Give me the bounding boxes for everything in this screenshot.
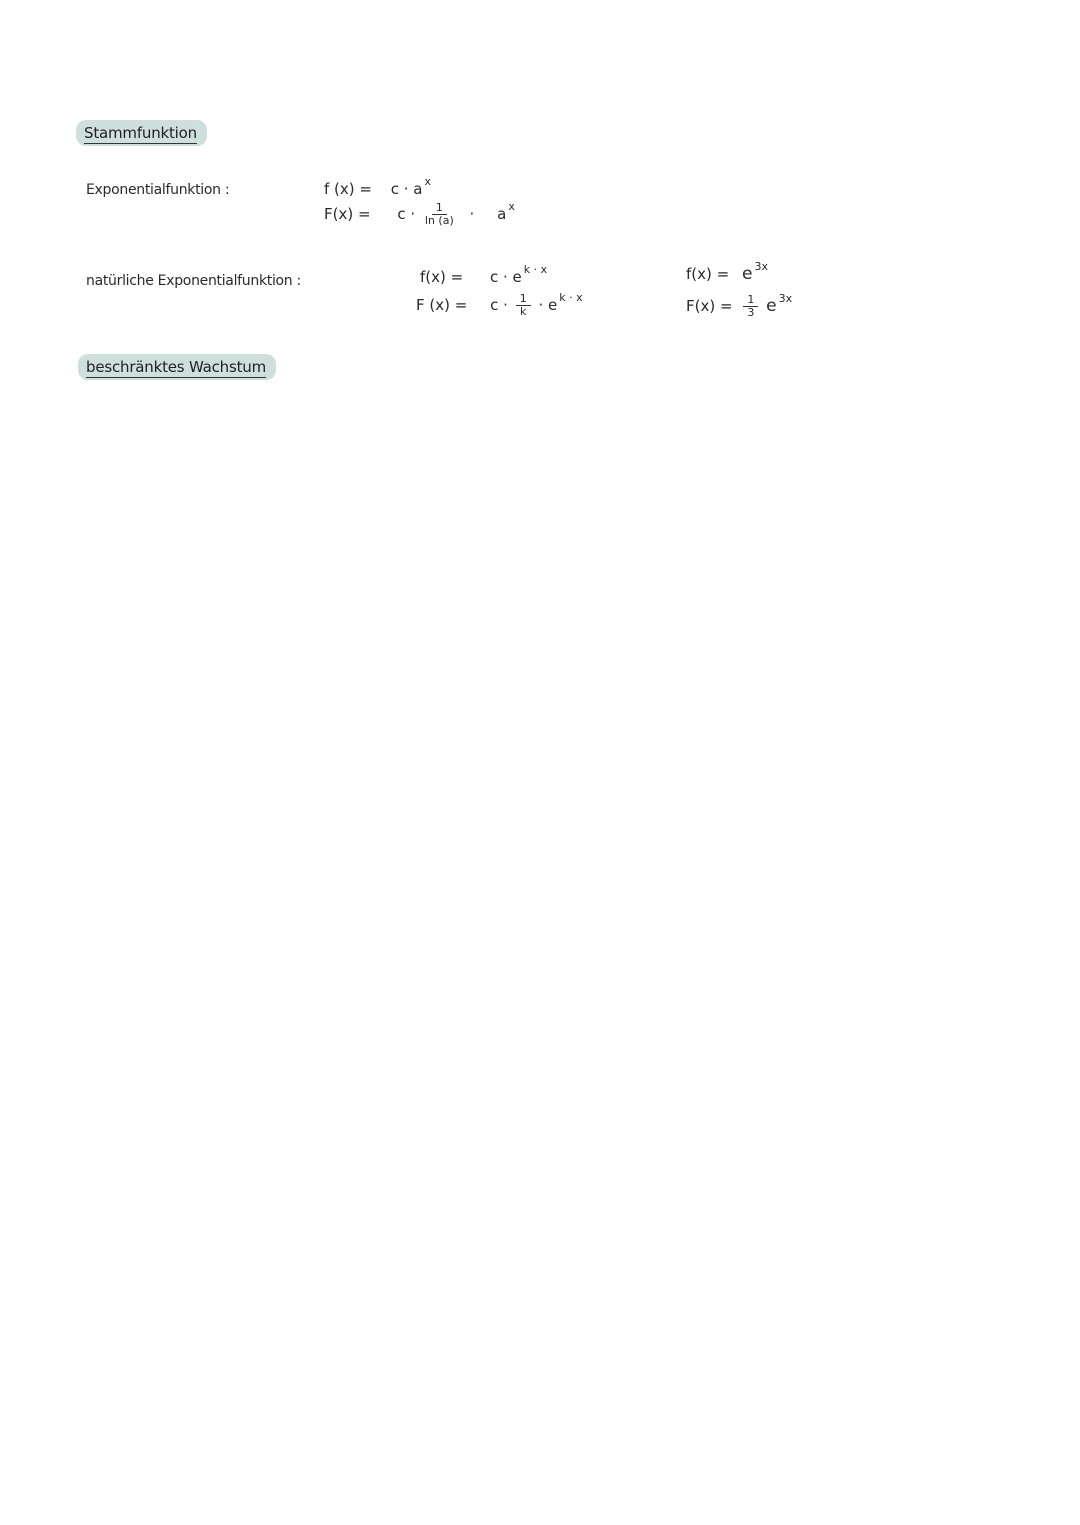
label-natuerliche-exponentialfunktion: natürliche Exponentialfunktion : — [86, 273, 301, 289]
formula-f-example — [686, 260, 768, 284]
F-lhs: F(x) = — [686, 297, 733, 315]
F-dot: · — [469, 205, 475, 223]
f-base: e — [741, 264, 753, 284]
F-exponent: k · x — [559, 291, 583, 304]
f-lhs: f(x) = — [420, 268, 464, 286]
fraction-numerator: 1 — [432, 202, 447, 215]
f-lhs: f (x) = — [324, 180, 372, 198]
f-exponent: k · x — [523, 263, 548, 276]
fraction-1-over-ln-a — [423, 202, 456, 227]
heading-beschraenktes-wachstum — [78, 354, 276, 380]
fraction-denominator: 3 — [747, 306, 755, 319]
fraction-numerator: 1 — [743, 294, 758, 307]
formula-F-natural — [416, 293, 583, 318]
F-base: a — [497, 205, 507, 223]
fraction-denominator: ln (a) — [424, 214, 454, 227]
label-exponentialfunktion: Exponentialfunktion : — [86, 182, 230, 198]
F-lhs: F(x) = — [324, 205, 371, 223]
fraction-denominator: k — [520, 305, 527, 318]
F-lhs: F (x) = — [416, 296, 468, 314]
f-exponent: x — [424, 175, 432, 188]
F-exponent: x — [508, 200, 515, 213]
formula-F-example — [686, 294, 792, 319]
F-base: e — [766, 296, 777, 316]
formula-f-exponential — [324, 175, 432, 198]
F-exponent: 3x — [778, 292, 793, 305]
formula-F-exponential — [324, 202, 515, 227]
F-c: c · — [397, 205, 416, 223]
f-lhs: f(x) = — [686, 265, 730, 283]
heading-text: Stammfunktion — [84, 124, 197, 142]
F-base: · e — [538, 296, 558, 314]
heading-stammfunktion — [76, 120, 207, 146]
f-base: c · e — [489, 268, 522, 286]
fraction-numerator: 1 — [516, 293, 531, 306]
heading-text: beschränktes Wachstum — [86, 358, 266, 376]
formula-f-natural — [420, 263, 548, 286]
F-c: c · — [490, 296, 508, 314]
f-base: c · a — [390, 180, 423, 198]
fraction-1-over-3 — [743, 294, 758, 319]
fraction-1-over-k — [516, 293, 531, 318]
f-exponent: 3x — [754, 260, 768, 273]
